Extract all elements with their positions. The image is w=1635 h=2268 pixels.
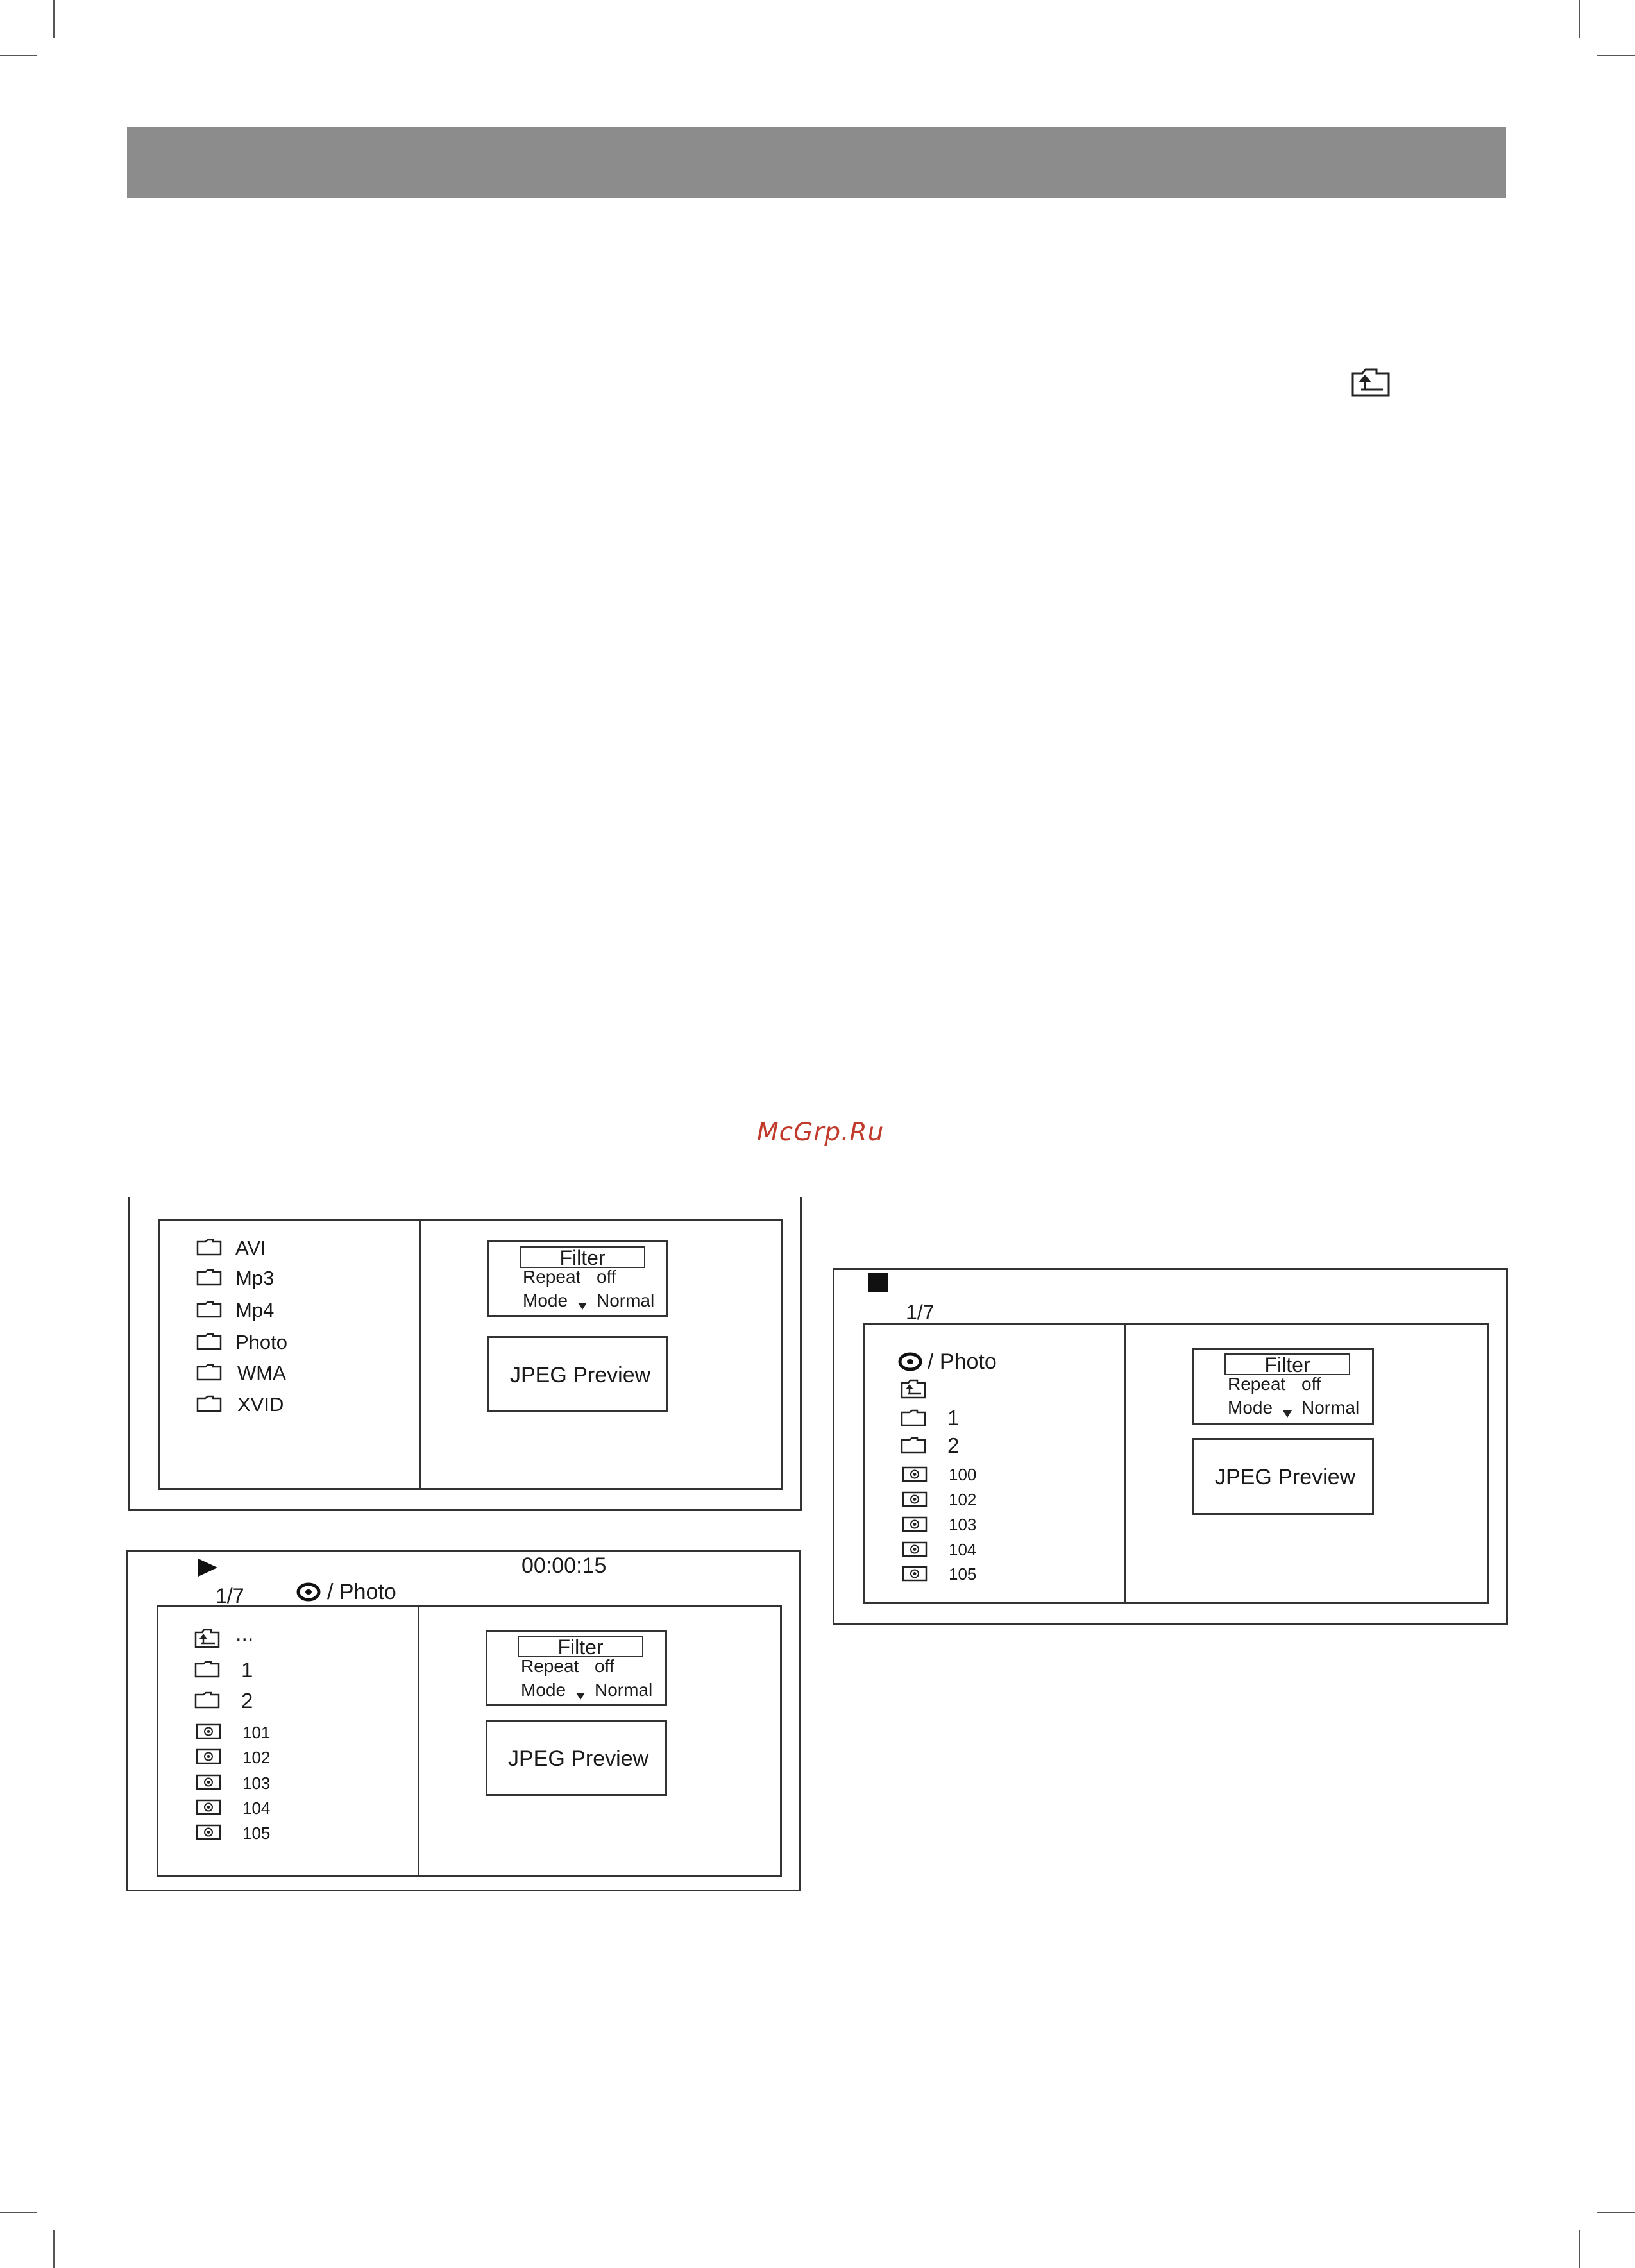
crop-mark bbox=[1579, 2230, 1580, 2268]
up-folder-icon[interactable] bbox=[194, 1627, 220, 1649]
folder-item-label[interactable]: 2 bbox=[947, 1434, 960, 1457]
photo-file-icon bbox=[902, 1491, 928, 1507]
filter-title[interactable]: Filter bbox=[1224, 1353, 1350, 1375]
folder-icon bbox=[196, 1301, 222, 1318]
photo-file-icon bbox=[196, 1824, 221, 1840]
file-item-label[interactable]: 104 bbox=[242, 1798, 271, 1818]
header-bar bbox=[127, 127, 1506, 198]
photo-file-icon bbox=[902, 1516, 928, 1532]
file-item-label[interactable]: 101 bbox=[242, 1723, 271, 1742]
folder-icon bbox=[901, 1437, 926, 1454]
jpeg-preview-label: JPEG Preview bbox=[510, 1363, 651, 1387]
mode-value[interactable]: Normal bbox=[597, 1291, 655, 1310]
mode-label: Mode bbox=[521, 1680, 566, 1700]
photo-file-icon bbox=[196, 1799, 221, 1815]
elapsed-time: 00:00:15 bbox=[521, 1553, 607, 1578]
repeat-value[interactable]: off bbox=[597, 1267, 616, 1287]
filter-title[interactable]: Filter bbox=[518, 1636, 643, 1657]
current-path: / Photo bbox=[327, 1580, 396, 1604]
dropdown-arrow-icon[interactable] bbox=[576, 1693, 585, 1700]
parent-dir-label[interactable]: ... bbox=[235, 1621, 254, 1646]
crop-mark bbox=[53, 0, 55, 38]
file-item-label[interactable]: 105 bbox=[242, 1824, 271, 1843]
folder-icon bbox=[194, 1661, 220, 1678]
photo-file-icon bbox=[902, 1466, 928, 1482]
file-item-label[interactable]: 102 bbox=[949, 1490, 977, 1509]
folder-item-label[interactable]: 1 bbox=[947, 1406, 960, 1430]
folder-item-label[interactable]: WMA bbox=[237, 1362, 286, 1384]
file-item-label[interactable]: 103 bbox=[242, 1773, 271, 1793]
file-list-pane bbox=[158, 1219, 421, 1490]
filter-title[interactable]: Filter bbox=[520, 1246, 645, 1268]
mode-value[interactable]: Normal bbox=[595, 1680, 653, 1700]
play-icon bbox=[197, 1557, 219, 1578]
jpeg-preview bbox=[487, 1336, 668, 1412]
photo-file-icon bbox=[902, 1566, 928, 1582]
disc-icon bbox=[296, 1582, 321, 1602]
crop-mark bbox=[53, 2230, 55, 2268]
stop-icon bbox=[868, 1273, 888, 1292]
repeat-label: Repeat bbox=[521, 1656, 579, 1676]
file-item-label[interactable]: 104 bbox=[949, 1540, 977, 1559]
repeat-label: Repeat bbox=[1228, 1374, 1286, 1394]
folder-item-label[interactable]: 1 bbox=[241, 1658, 253, 1682]
up-folder-icon bbox=[1351, 366, 1391, 398]
dropdown-arrow-icon[interactable] bbox=[1283, 1410, 1292, 1418]
folder-item-label[interactable]: Mp4 bbox=[235, 1299, 275, 1321]
folder-item-label[interactable]: Photo bbox=[235, 1331, 288, 1353]
folder-icon bbox=[196, 1395, 222, 1412]
folder-item-label[interactable]: XVID bbox=[237, 1393, 284, 1416]
page-counter: 1/7 bbox=[906, 1301, 935, 1324]
photo-file-icon bbox=[196, 1723, 221, 1739]
crop-mark bbox=[1579, 0, 1580, 38]
folder-icon bbox=[196, 1239, 222, 1256]
folder-item-label[interactable]: 2 bbox=[241, 1689, 253, 1713]
folder-icon bbox=[901, 1409, 926, 1426]
photo-file-icon bbox=[196, 1774, 221, 1790]
mode-value[interactable]: Normal bbox=[1301, 1398, 1360, 1418]
photo-file-icon bbox=[902, 1541, 928, 1557]
crop-mark bbox=[0, 55, 37, 56]
folder-icon bbox=[196, 1364, 222, 1381]
jpeg-preview-label: JPEG Preview bbox=[508, 1747, 649, 1771]
repeat-label: Repeat bbox=[523, 1267, 581, 1287]
disc-icon bbox=[898, 1351, 922, 1372]
crop-mark bbox=[1597, 2212, 1635, 2213]
up-folder-icon[interactable] bbox=[901, 1378, 926, 1400]
crop-mark bbox=[0, 2212, 37, 2213]
file-item-label[interactable]: 105 bbox=[949, 1564, 977, 1584]
current-path: / Photo bbox=[928, 1350, 997, 1374]
folder-icon bbox=[196, 1333, 222, 1350]
folder-item-label[interactable]: Mp3 bbox=[235, 1267, 275, 1289]
repeat-value[interactable]: off bbox=[1301, 1374, 1321, 1394]
crop-mark bbox=[1597, 55, 1635, 56]
folder-item-label[interactable]: AVI bbox=[235, 1237, 266, 1259]
folder-icon bbox=[196, 1269, 222, 1286]
file-item-label[interactable]: 100 bbox=[949, 1465, 977, 1484]
photo-file-icon bbox=[196, 1748, 221, 1764]
mode-label: Mode bbox=[1228, 1398, 1273, 1418]
mode-label: Mode bbox=[523, 1291, 568, 1310]
jpeg-preview-label: JPEG Preview bbox=[1215, 1465, 1356, 1489]
jpeg-preview bbox=[1192, 1438, 1374, 1515]
file-item-label[interactable]: 102 bbox=[242, 1748, 271, 1767]
filter-box[interactable] bbox=[1192, 1348, 1374, 1425]
file-item-label[interactable]: 103 bbox=[949, 1515, 977, 1534]
page-counter: 1/7 bbox=[216, 1584, 244, 1607]
jpeg-preview bbox=[486, 1720, 667, 1796]
folder-icon bbox=[194, 1691, 220, 1709]
filter-box[interactable] bbox=[487, 1240, 668, 1317]
watermark: McGrp.Ru bbox=[757, 1118, 885, 1147]
filter-box[interactable] bbox=[486, 1630, 667, 1706]
dropdown-arrow-icon[interactable] bbox=[578, 1303, 587, 1310]
repeat-value[interactable]: off bbox=[595, 1656, 614, 1676]
